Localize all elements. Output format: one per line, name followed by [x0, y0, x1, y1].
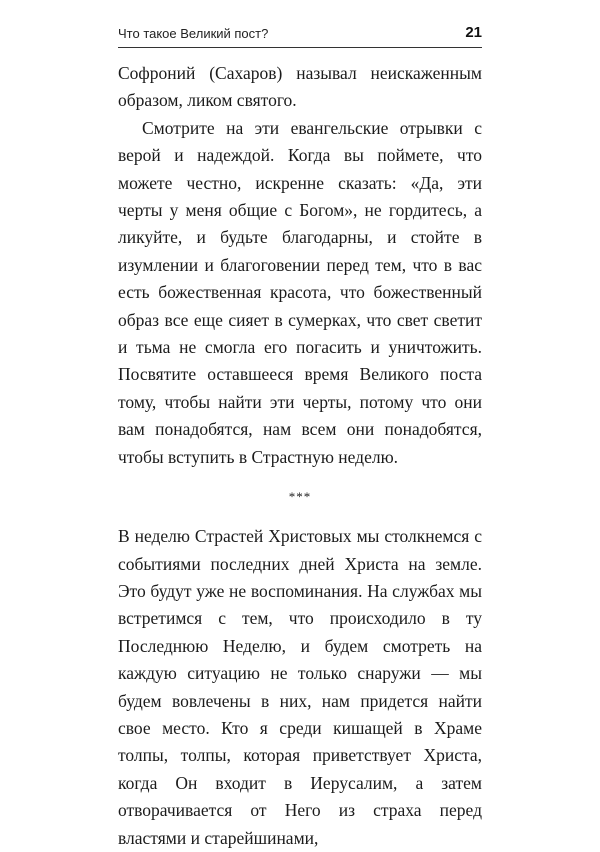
- body-text: [118, 60, 482, 852]
- page-header: [118, 24, 482, 44]
- paragraph-1: Софроний (Сахаров) называл неискаженным образом, ликом святого.: [118, 63, 482, 111]
- section-separator: ***: [288, 489, 312, 505]
- paragraph-2: Смотрите на эти евангельские отрывки с верой и надеждой. Когда вы поймете, что можете честно, искренне сказать: «Да, эти черты у меня общие с Богом», не гордитесь, а ликуйте, и будьте благодарны, и стойте в изумлении и благоговении перед тем, что в вас есть божественная красота, что божественный образ все еще сияет в сумерках, что свет светит и тьма не смогла его погасить и уничтожить. Посвятите оставшееся время Великого поста тому, чтобы найти эти черты, потому что они вам понадобятся, нам всем они понадобятся, чтобы вступить в Страстную неделю.: [118, 117, 482, 467]
- running-head: Что такое Великий пост?: [118, 26, 269, 41]
- header-rule: [118, 47, 482, 48]
- page-number: 21: [465, 24, 482, 41]
- paragraph-3: В неделю Страстей Христовых мы столкнемся с событиями последних дней Христа на земле. Это будут уже не воспоминания. На службах мы встретимся с тем, что происходило в ту Последнюю Неделю, и будем смотреть на каждую ситуацию не только снаружи — мы будем вовлечены в них, нам придется найти свое место. Кто я среди кишащей в Храме толпы, толпы, которая приветствует Христа, когда Он входит в Иерусалим, а затем отворачивается от Него из страха перед властями и старейшинами,: [118, 526, 482, 848]
